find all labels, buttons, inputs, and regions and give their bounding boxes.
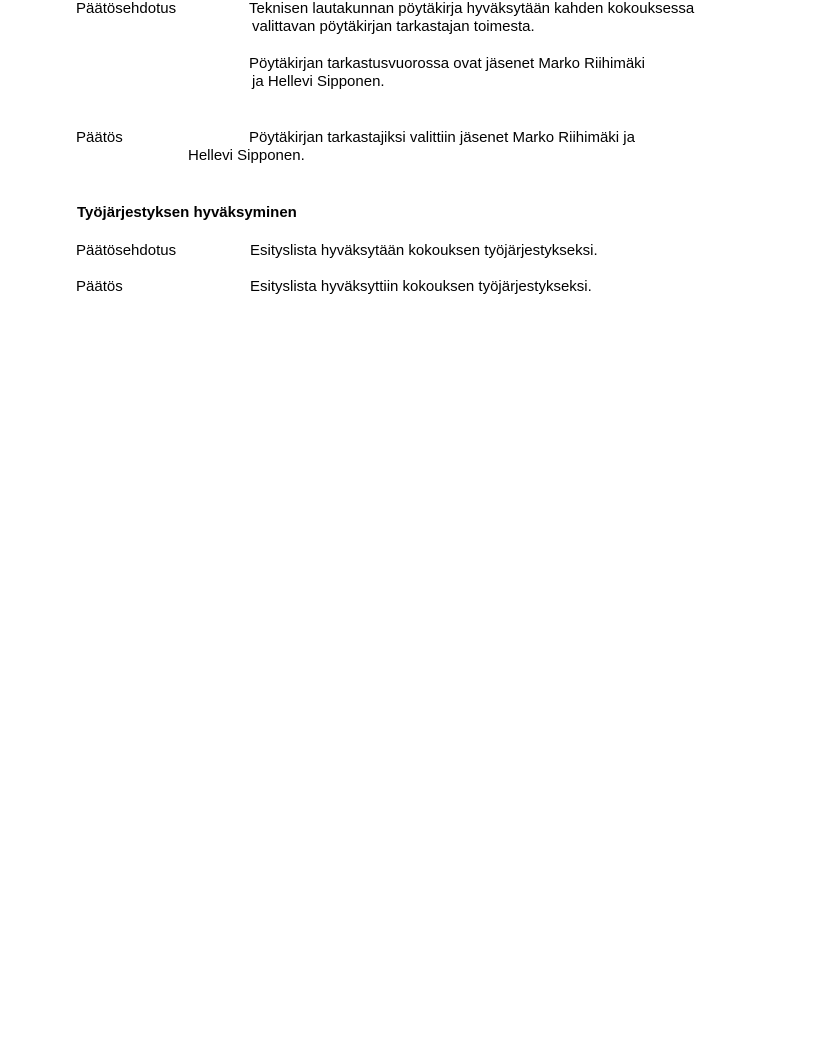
proposal-text-line-4: ja Hellevi Sipponen. xyxy=(252,73,385,90)
agenda-decision-label: Päätös xyxy=(76,278,123,295)
decision-text-line-1: Pöytäkirjan tarkastajiksi valittiin jäsenet Marko Riihimäki ja xyxy=(249,129,635,146)
proposal-label: Päätösehdotus xyxy=(76,0,177,17)
agenda-proposal-label: Päätösehdotus xyxy=(76,242,177,259)
proposal-text-line-2: valittavan pöytäkirjan tarkastajan toimesta. xyxy=(252,18,535,35)
decision-label: Päätös xyxy=(76,129,123,146)
proposal-text-line-1: Teknisen lautakunnan pöytäkirja hyväksytään kahden kokouksessa xyxy=(249,0,695,17)
agenda-proposal-text: Esityslista hyväksytään kokouksen työjärjestykseksi. xyxy=(250,242,598,259)
agenda-decision-text: Esityslista hyväksyttiin kokouksen työjärjestykseksi. xyxy=(250,278,592,295)
section-heading: Työjärjestyksen hyväksyminen xyxy=(77,204,297,221)
proposal-text-line-3: Pöytäkirjan tarkastusvuorossa ovat jäsenet Marko Riihimäki xyxy=(249,55,645,72)
decision-text-line-2: Hellevi Sipponen. xyxy=(188,147,305,164)
